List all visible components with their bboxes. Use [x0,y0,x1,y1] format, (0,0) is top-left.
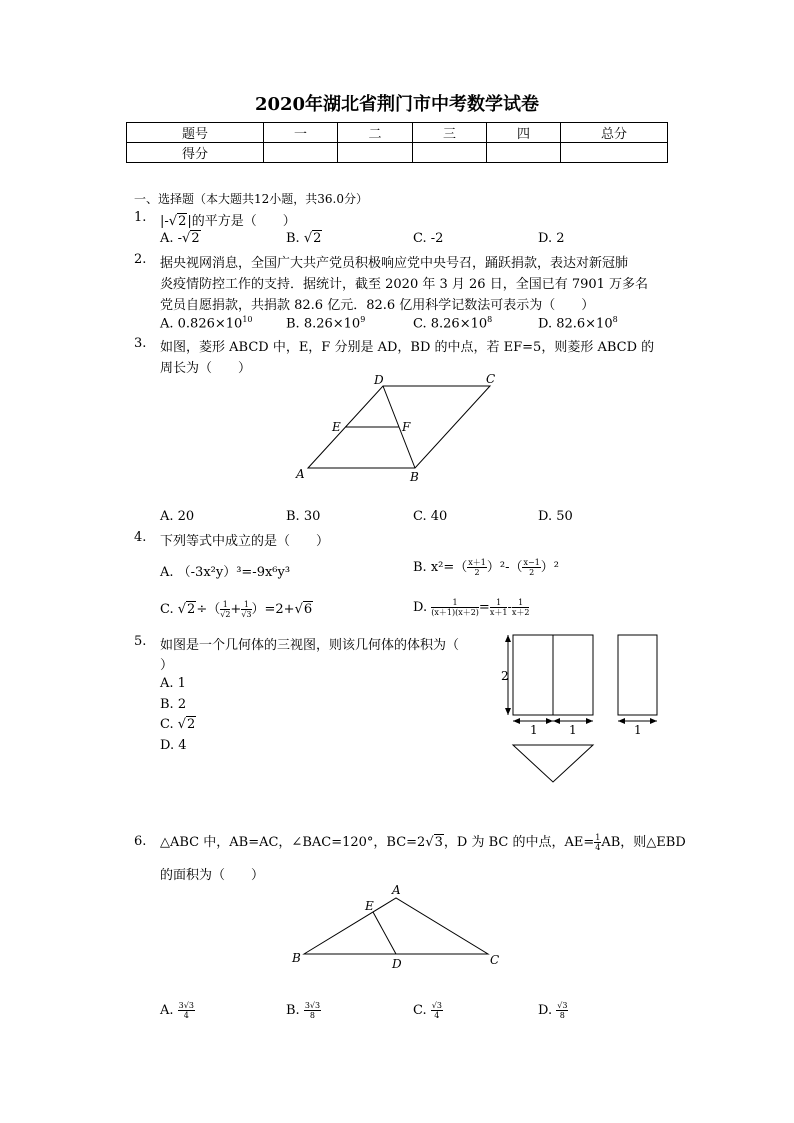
q2-line2: 炎疫情防控工作的支持．据统计，截至 2020 年 3 月 26 日，全国已有 7901 万多名 [160,277,649,292]
q1-stem-pre: |- [160,214,169,229]
q3-option-b[interactable]: B. 30 [286,509,321,524]
q5-option-d[interactable]: D. 4 [160,738,187,753]
q3-number: 3. [134,336,147,351]
score-table-header-row [127,123,668,143]
score-input-cell[interactable] [338,143,413,163]
label-e: E [332,420,341,434]
label-b: B [410,470,419,484]
q1-option-a[interactable]: A. -√2 [160,231,200,246]
q6-triangle-figure [288,880,508,970]
top-view-triangle [513,745,593,782]
q1-option-b[interactable]: B. √2 [286,231,322,246]
label-a: A [296,467,305,481]
q4-option-d[interactable]: D. $\frac{1}{(x+1)(x+2)}$ = $\frac{1}{x+1}$ - $\frac{1}{x+2}$ [413,598,530,617]
score-cell: 总分 [561,123,668,143]
label-d: D [392,957,402,970]
q3-option-c[interactable]: C. 40 [413,509,448,524]
q6-number: 6. [134,834,147,849]
label-e: E [365,899,374,913]
score-input-cell[interactable] [413,143,487,163]
q6-option-a[interactable]: A. $\frac{3√3}{4}$ [160,1001,194,1020]
section-heading: 一、选择题（本大题共12小题，共36.0分） [134,192,368,206]
q1-stem-radicand: 2 [178,214,187,229]
q2-option-c[interactable]: C. $8.26\times 10^8$ [413,315,493,332]
q5-option-b[interactable]: B. 2 [160,697,187,712]
score-cell: 三 [413,123,487,143]
score-input-cell[interactable] [264,143,338,163]
q3-line1: 如图，菱形 ABCD 中，E，F 分别是 AD，BD 的中点，若 EF=5，则菱形 ABCD 的 [160,340,655,355]
score-input-cell[interactable] [561,143,668,163]
q2-line3: 党员自愿捐款，共捐款 82.6 亿元．82.6 亿用科学记数法可表示为（ ） [160,298,595,313]
q1-option-c[interactable]: C. -2 [413,231,444,246]
arrow-right [586,718,593,724]
q6-option-d[interactable]: D. $\frac{√3}{8}$ [538,1001,568,1020]
label-f: F [402,420,411,434]
q2-option-a[interactable]: A. $0.826\times 10^{10}$ [160,315,253,332]
side-view [618,635,657,715]
q3-rhombus-figure [290,370,510,490]
arrow-left [513,718,520,724]
score-cell: 题号 [127,123,264,143]
q2-line1: 据央视网消息，全国广大共产党员积极响应党中央号召，踊跃捐款，表达对新冠肺 [160,256,629,271]
score-input-cell[interactable] [487,143,561,163]
score-cell: 一 [264,123,338,143]
arrow-right [546,718,553,724]
score-cell: 二 [338,123,413,143]
q2-option-b[interactable]: B. $8.26\times 10^9$ [286,315,366,332]
q5-option-a[interactable]: A. 1 [160,676,186,691]
q5-line2: ） [160,658,174,673]
q4-number: 4. [134,530,147,545]
q5-number: 5. [134,634,147,649]
q6-line2: 的面积为（ ） [160,868,265,883]
score-cell: 四 [487,123,561,143]
score-cell: 得分 [127,143,264,163]
dim-side-width-label: 1 [634,723,642,737]
q6-line1: △ABC 中，AB=AC，∠BAC=120°，BC=2√3，D 为 BC 的中点，AE= $\frac{1}{4}$ AB，则△EBD [160,833,686,852]
q1-stem: |-√2|的平方是（ ） [160,214,296,229]
q4-option-a[interactable]: A. （-3x²y）³=-9x⁶y³ [160,565,291,580]
q4-stem: 下列等式中成立的是（ ） [160,534,330,549]
segment-ed [373,912,396,954]
q5-line1: 如图是一个几何体的三视图，则该几何体的体积为（ [160,638,460,653]
arrow-up [505,635,511,642]
page-title: 2020年湖北省荆门市中考数学试卷 [254,94,540,115]
score-table [126,122,668,163]
triangle-abc [304,898,488,954]
q1-option-d[interactable]: D. 2 [538,231,565,246]
q6-option-c[interactable]: C. $\frac{√3}{4}$ [413,1001,442,1020]
q2-option-d[interactable]: D. $82.6\times 10^8$ [538,315,618,332]
arrow-left [553,718,560,724]
label-c: C [490,953,500,967]
score-table-score-row [127,143,668,163]
q1-number: 1. [134,210,147,225]
arrow-down [505,708,511,715]
q6-option-b[interactable]: B. $\frac{3√3}{8}$ [286,1001,321,1020]
q3-option-a[interactable]: A. 20 [160,509,195,524]
q4-option-c[interactable]: C. √2÷（ $\frac{1}{√2}$ + $\frac{1}{√3}$ ）=2+√6 [160,600,313,619]
q2-number: 2. [134,252,147,267]
arrow-right [650,718,657,724]
label-d: D [374,373,384,387]
q5-option-c[interactable]: C. √2 [160,717,196,732]
label-c: C [486,372,496,386]
dim-height-label: 2 [501,669,509,683]
q5-three-views-figure [495,630,665,790]
q1-stem-post: |的平方是（ ） [187,214,296,229]
label-a: A [392,883,401,897]
q4-option-b[interactable]: B. x²=（ $\frac{x+1}{2}$ ）²-（ $\frac{x-1}{2}$ ）² [413,558,560,577]
dim-width-label-1: 1 [530,723,538,737]
dim-width-label-2: 1 [569,723,577,737]
label-b: B [292,951,301,965]
arrow-left [618,718,625,724]
q3-line2: 周长为（ ） [160,361,252,376]
q3-option-d[interactable]: D. 50 [538,509,573,524]
